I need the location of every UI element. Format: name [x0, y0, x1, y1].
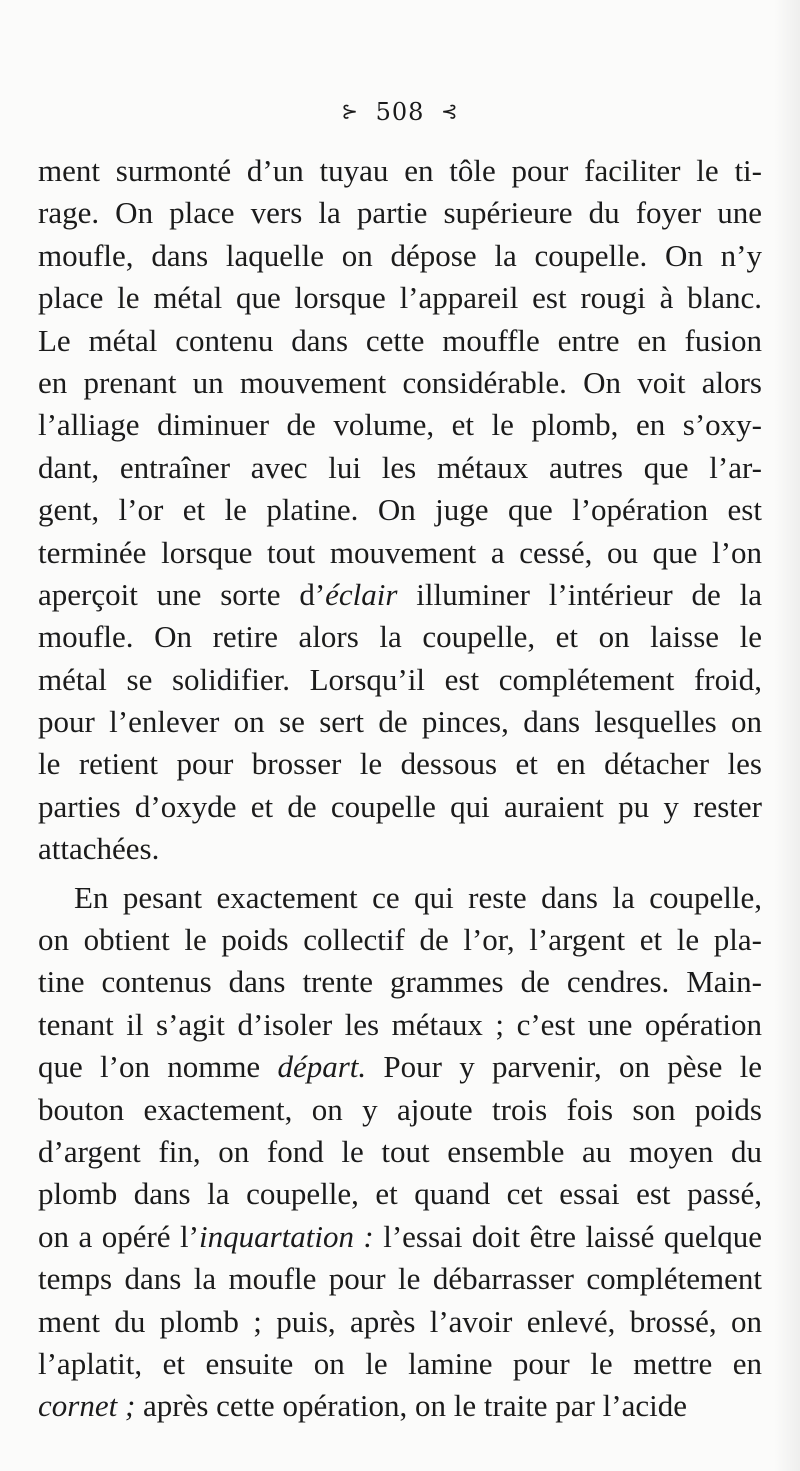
body-text	[38, 150, 762, 1428]
right-ornament-icon: ⊰	[441, 99, 459, 123]
line-text: Le métal contenu dans cette mouffle entre en fusion	[38, 322, 762, 358]
text-line	[38, 1173, 762, 1215]
line-text: place le métal que lorsque l’appareil est rougi à blanc.	[38, 280, 762, 316]
text-line	[38, 743, 762, 785]
line-text: métal se solidifier. Lorsqu’il est complétement froid,	[38, 661, 762, 697]
line-text: on a opéré l’	[38, 1218, 199, 1254]
line-text: En pesant exactement ce qui reste dans la coupelle,	[74, 879, 762, 915]
page-header	[0, 96, 800, 129]
line-text: terminée lorsque tout mouvement a cessé, ou que l’on	[38, 534, 762, 570]
text-line	[38, 616, 762, 658]
line-text: en prenant un mouvement considérable. On voit alors	[38, 364, 762, 400]
line-text: moufle. On retire alors la coupelle, et on laisse le	[38, 619, 762, 655]
text-line	[38, 404, 762, 446]
line-text: l’essai doit être laissé quelque	[373, 1218, 762, 1254]
line-text: on obtient le poids collectif de l’or, l’argent et le pla-	[38, 922, 762, 958]
line-text: gent, l’or et le platine. On juge que l’opération est	[38, 492, 762, 528]
paragraph	[38, 150, 762, 871]
line-text: l’aplatit, et ensuite on le lamine pour le mettre en	[38, 1345, 762, 1381]
text-line	[38, 489, 762, 531]
line-text: après cette opération, on le traite par l’acide	[135, 1388, 687, 1424]
line-text: le retient pour brosser le dessous et en détacher les	[38, 746, 762, 782]
line-text: pour l’enlever on se sert de pinces, dans lesquelles on	[38, 704, 762, 740]
text-line	[38, 192, 762, 234]
text-line	[38, 1089, 762, 1131]
line-text: l’alliage diminuer de volume, et le plomb, en s’oxy-	[38, 407, 762, 443]
page-edge-shadow	[774, 0, 800, 1471]
text-line	[38, 1343, 762, 1385]
text-line	[38, 320, 762, 362]
line-text: attachées.	[38, 831, 160, 867]
text-line	[38, 1004, 762, 1046]
text-line	[38, 1385, 762, 1427]
page-number: 508	[375, 98, 425, 126]
text-line	[38, 362, 762, 404]
line-text: parties d’oxyde et de coupelle qui auraient pu y rester	[38, 788, 762, 824]
line-text: aperçoit une sorte d’	[38, 576, 326, 612]
line-text: plomb dans la coupelle, et quand cet essai est passé,	[38, 1176, 762, 1212]
line-text: illuminer l’intérieur de la	[397, 576, 762, 612]
paragraph	[38, 877, 762, 1428]
line-text: moufle, dans laquelle on dépose la coupelle. On n’y	[38, 237, 762, 273]
text-line	[38, 786, 762, 828]
text-line	[38, 277, 762, 319]
line-text: d’argent fin, on fond le tout ensemble au moyen du	[38, 1133, 762, 1169]
line-text: rage. On place vers la partie supérieure du foyer une	[38, 195, 762, 231]
text-line	[38, 1216, 762, 1258]
italic-term: cornet ;	[38, 1388, 136, 1424]
left-ornament-icon: ⊱	[341, 99, 359, 123]
text-line	[38, 1301, 762, 1343]
line-text: que l’on nomme	[38, 1049, 278, 1085]
line-text: ment surmonté d’un tuyau en tôle pour faciliter le ti-	[38, 153, 762, 188]
italic-term: départ.	[277, 1049, 367, 1085]
text-line	[38, 961, 762, 1003]
text-line	[38, 235, 762, 277]
text-line	[38, 701, 762, 743]
text-line	[38, 1046, 762, 1088]
text-line	[38, 532, 762, 574]
line-text: tenant il s’agit d’isoler les métaux ; c’est une opération	[38, 1006, 762, 1042]
italic-term: éclair	[325, 576, 398, 612]
text-line	[38, 828, 762, 870]
text-line	[38, 659, 762, 701]
text-line	[38, 447, 762, 489]
line-text: dant, entraîner avec lui les métaux autres que l’ar-	[38, 449, 762, 485]
line-text: temps dans la moufle pour le débarrasser complétement	[38, 1261, 762, 1297]
line-text: ment du plomb ; puis, après l’avoir enlevé, brossé, on	[38, 1303, 762, 1339]
line-text: Pour y parvenir, on pèse le	[366, 1049, 762, 1085]
italic-term: inquartation :	[198, 1218, 374, 1254]
text-line	[38, 1258, 762, 1300]
text-line	[38, 919, 762, 961]
text-line	[38, 877, 762, 919]
text-line	[38, 150, 762, 192]
text-line	[38, 1131, 762, 1173]
line-text: tine contenus dans trente grammes de cendres. Main-	[38, 964, 762, 1000]
line-text: bouton exactement, on y ajoute trois fois son poids	[38, 1091, 762, 1127]
text-line	[38, 574, 762, 616]
